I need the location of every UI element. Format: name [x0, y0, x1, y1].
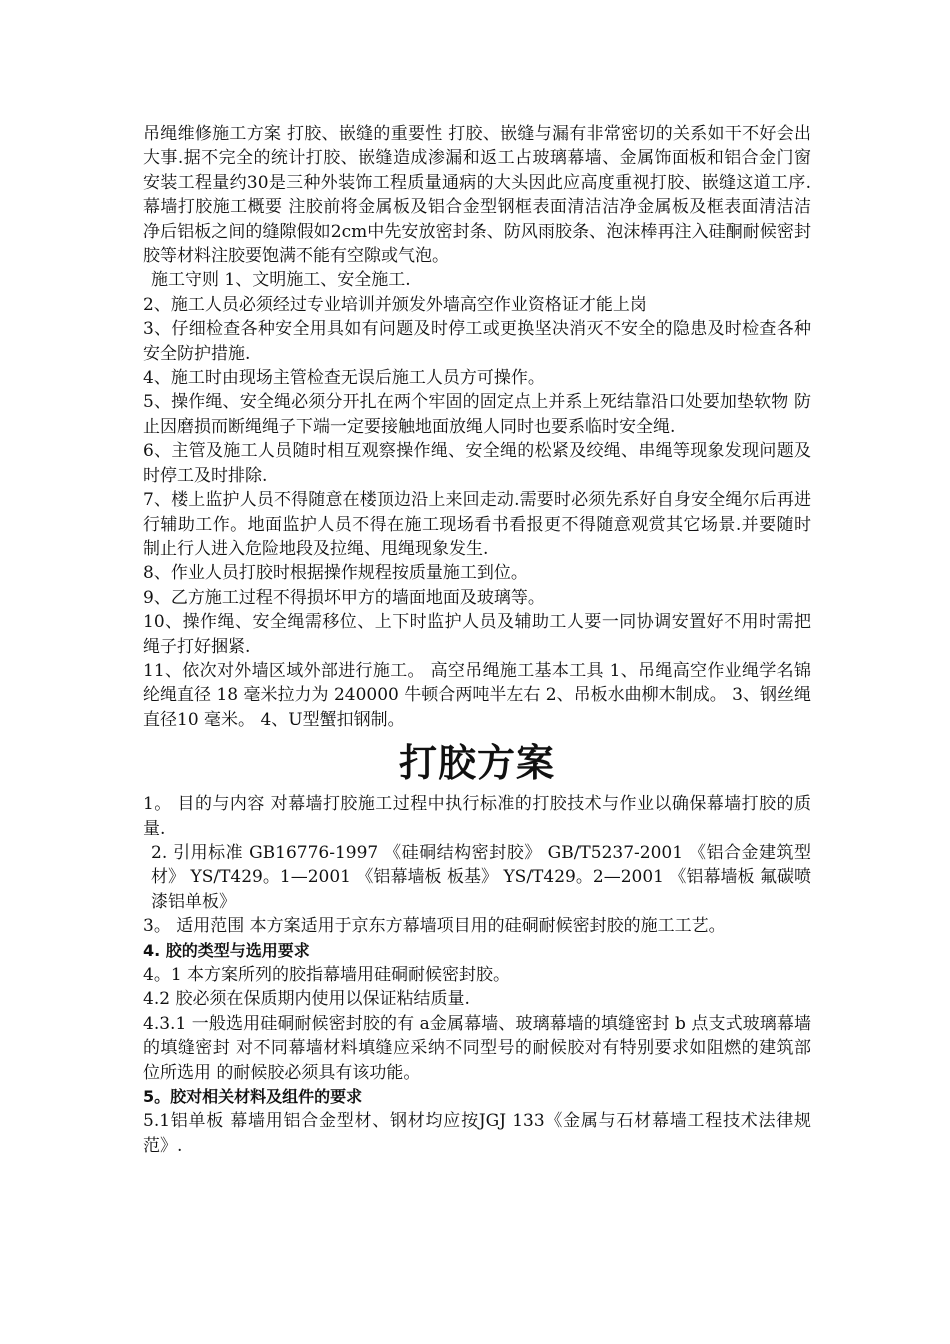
section-item: 4。1 本方案所列的胶指幕墙用硅硐耐候密封胶。: [143, 965, 511, 985]
section-heading: 打胶方案: [398, 740, 555, 786]
intro-paragraph: 吊绳维修施工方案 打胶、嵌缝的重要性 打胶、嵌缝与漏有非常密切的关系如干不好会出大事.据不完全的统计打胶、嵌缝造成渗漏和返工占玻璃幕墙、金属饰面板和铝合金门窗安装工程量约30是三种外装饰工程质量通病的大头因此应高度重视打胶、嵌缝这道工序. 幕墙打胶施工概要 注胶前将金属板及铝合金型钢框表面清洁洁净金属板及框表面清洁洁净后铝板之间的缝隙假如2cm中先安放密封条、防风雨胶条、泡沫棒再注入硅酮耐候密封胶等材料注胶要饱满不能有空隙或气泡。: [143, 124, 811, 267]
section-item: 5.1铝单板 幕墙用铝合金型材、钢材均应按JGJ 133《金属与石材幕墙工程技术法律规范》.: [143, 1111, 811, 1156]
rule-item: 10、操作绳、安全绳需移位、上下时监护人员及辅助工人要一同协调安置好不用时需把 绳子打好捆紧.: [143, 612, 811, 657]
rule-item: 施工守则 1、文明施工、安全施工.: [151, 270, 411, 291]
rule-item: 3、仔细检查各种安全用具如有问题及时停工或更换坚决消灭不安全的隐患及时检查各种安全防护措施.: [143, 319, 811, 364]
section-item: 1。 目的与内容 对幕墙打胶施工过程中执行标准的打胶技术与作业以确保幕墙打胶的质量.: [143, 794, 811, 839]
rule-item: 8、作业人员打胶时根据操作规程按质量施工到位。: [143, 563, 528, 584]
rule-item: 7、楼上监护人员不得随意在楼顶边沿上来回走动.需要时必须先系好自身安全绳尔后再进行辅助工作。地面监护人员不得在施工现场看书看报更不得随意观赏其它场景.并要随时制止行人进入危险地段及拉绳、甩绳现象发生.: [143, 490, 811, 559]
subsection-heading: 4. 胶的类型与选用要求: [143, 940, 310, 960]
rule-item: 2、施工人员必须经过专业培训并颁发外墙高空作业资格证才能上岗: [143, 294, 647, 315]
section-item: 4.3.1 一般选用硅硐耐候密封胶的有 a金属幕墙、玻璃幕墙的填缝密封 b 点支式玻璃幕墙的填缝密封 对不同幕墙材料填缝应采纳不同型号的耐候胶对有特别要求如阻燃的建筑部位所选用 的耐候胶必须具有该功能。: [143, 1013, 811, 1083]
section-item: 2. 引用标准 GB16776-1997 《硅硐结构密封胶》 GB/T5237-2001 《铝合金建筑型材》 YS/T429。1—2001 《铝幕墙板 板基》 YS/T429。2—2001 《铝幕墙板 氟碳喷漆铝单板》: [151, 842, 811, 912]
document-body: [143, 122, 811, 1158]
section-item: 3。 适用范围 本方案适用于京东方幕墙项目用的硅硐耐候密封胶的施工工艺。: [143, 916, 726, 937]
rule-item: 11、依次对外墙区域外部进行施工。 高空吊绳施工基本工具 1、吊绳高空作业绳学名锦纶绳直径 18 毫米拉力为 240000 牛顿合两吨半左右 2、吊板水曲柳木制成。 3、钢丝绳直径10 毫米。 4、U型蟹扣钢制。: [143, 660, 811, 730]
rule-item: 9、乙方施工过程不得损坏甲方的墙面地面及玻璃等。: [143, 587, 545, 608]
subsection-heading: 5。胶对相关材料及组件的要求: [143, 1087, 363, 1107]
section-item: 4.2 胶必须在保质期内使用以保证粘结质量.: [143, 989, 470, 1010]
rule-item: 6、主管及施工人员随时相互观察操作绳、安全绳的松紧及绞绳、串绳等现象发现问题及时停工及时排除.: [143, 441, 811, 486]
rule-item: 4、施工时由现场主管检查无误后施工人员方可操作。: [143, 368, 545, 389]
rule-item: 5、操作绳、安全绳必须分开扎在两个牢固的固定点上并系上死结靠沿口处要加垫软物 防止因磨损而断绳绳子下端一定要接触地面放绳人同时也要系临时安全绳.: [143, 392, 811, 437]
